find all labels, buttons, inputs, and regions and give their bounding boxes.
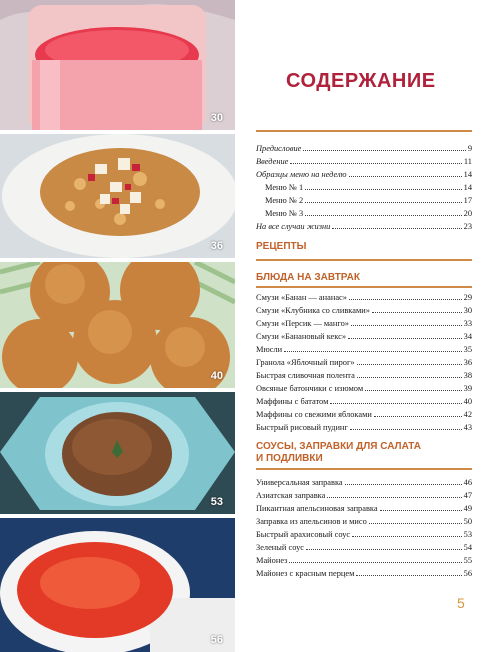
toc-entry-page: 43: [463, 423, 472, 432]
section-heading-continued: И ПОДЛИВКИ: [256, 453, 323, 464]
section-heading: СОУСЫ, ЗАПРАВКИ ДЛЯ САЛАТА: [256, 441, 421, 452]
toc-entry: [256, 155, 472, 167]
photo-page-number: 53: [210, 496, 223, 508]
toc-entry-label: Гранола «Яблочный пирог»: [256, 358, 355, 367]
toc-entry-page: 47: [463, 491, 472, 500]
page-title: СОДЕРЖАНИЕ: [286, 70, 436, 92]
toc-entry: [256, 291, 472, 303]
toc-entry-label: Быстрая сливочная полента: [256, 371, 355, 380]
toc-entry-page: 40: [463, 397, 472, 406]
toc-entry-page: 56: [463, 569, 472, 578]
toc-entry-page: 42: [463, 410, 472, 419]
toc-entry-page: 14: [463, 183, 472, 192]
toc-entry-page: 39: [463, 384, 472, 393]
toc-entry-label: Пикантная апельсиновая заправка: [256, 504, 378, 513]
photo-page-number: 40: [210, 370, 223, 382]
toc-entry-page: 17: [463, 196, 472, 205]
photo-page-number: 56: [210, 634, 223, 646]
toc-entry-page: 36: [463, 358, 472, 367]
toc-entry-label: На все случаи жизни: [256, 222, 331, 231]
table-of-contents: [256, 0, 472, 652]
toc-entry: [256, 502, 472, 514]
page-number: 5: [457, 595, 465, 611]
toc-entry-page: 46: [463, 478, 472, 487]
toc-entry: [256, 541, 472, 553]
divider: [256, 468, 472, 470]
toc-entry: [256, 356, 472, 368]
toc-entry: [256, 382, 472, 394]
toc-entry-page: 54: [463, 543, 472, 552]
toc-entry-label: Меню № 3: [265, 209, 304, 218]
toc-entry-label: Азиатская заправка: [256, 491, 326, 500]
toc-entry: [256, 567, 472, 579]
toc-entry-page: 33: [463, 319, 472, 328]
toc-entry-label: Предисловие: [256, 144, 302, 153]
toc-entry-label: Универсальная заправка: [256, 478, 343, 487]
toc-entry-label: Маффины с бататом: [256, 397, 329, 406]
toc-entry-page: 35: [463, 345, 472, 354]
toc-entry-page: 14: [463, 170, 472, 179]
toc-entry-label: Меню № 2: [265, 196, 304, 205]
toc-entry: [256, 168, 472, 180]
toc-entry: [256, 515, 472, 527]
toc-entry: [256, 304, 472, 316]
toc-entry-page: 9: [467, 144, 472, 153]
toc-entry-label: Заправка из апельсинов и мисо: [256, 517, 367, 526]
toc-entry: [256, 476, 472, 488]
toc-entry-page: 30: [463, 306, 472, 315]
toc-entry: [256, 489, 472, 501]
toc-entry-label: Маффины со свежими яблоками: [256, 410, 372, 419]
muffins-photo: [0, 262, 235, 388]
toc-entry-label: Быстрый рисовый пудинг: [256, 423, 348, 432]
toc-entry-label: Майонез с красным перцем: [256, 569, 355, 578]
toc-entry: [256, 408, 472, 420]
toc-entry-page: 34: [463, 332, 472, 341]
toc-entry-label: Майонез: [256, 556, 288, 565]
section-heading: РЕЦЕПТЫ: [256, 241, 307, 252]
toc-entry: [256, 528, 472, 540]
toc-entry-label: Смузи «Клубника со сливками»: [256, 306, 370, 315]
photo-page-number: 30: [210, 112, 223, 124]
toc-entry: [256, 220, 472, 232]
toc-entry-label: Меню № 1: [265, 183, 304, 192]
toc-entry-label: Зеленый соус: [256, 543, 304, 552]
toc-entry-label: Смузи «Персик — манго»: [256, 319, 349, 328]
granola-photo: [0, 134, 235, 258]
toc-entry-page: 49: [463, 504, 472, 513]
toc-entry-page: 11: [463, 157, 472, 166]
toc-entry-label: Смузи «Банановый кекс»: [256, 332, 347, 341]
section-heading: БЛЮДА НА ЗАВТРАК: [256, 272, 360, 283]
toc-entry-page: 53: [463, 530, 472, 539]
toc-entry-page: 20: [463, 209, 472, 218]
toc-entry: [256, 343, 472, 355]
sauce-dish-photo: [0, 392, 235, 514]
toc-entry: [256, 181, 472, 193]
toc-entry: [256, 554, 472, 566]
toc-entry-label: Введение: [256, 157, 289, 166]
toc-entry-label: Смузи «Банан — ананас»: [256, 293, 347, 302]
photo-page-number: 36: [210, 240, 223, 252]
red-sauce-spoon-photo: [0, 518, 235, 652]
toc-entry-page: 29: [463, 293, 472, 302]
toc-entry: [256, 421, 472, 433]
toc-entry-page: 50: [463, 517, 472, 526]
divider: [256, 130, 472, 132]
toc-entry: [256, 369, 472, 381]
smoothie-photo: [0, 0, 235, 130]
divider: [256, 286, 472, 288]
toc-entry: [256, 330, 472, 342]
toc-entry: [256, 142, 472, 154]
photo-column: [0, 0, 235, 652]
toc-entry-label: Мюсли: [256, 345, 283, 354]
toc-entry: [256, 194, 472, 206]
toc-entry-label: Овсяные батончики с изюмом: [256, 384, 364, 393]
toc-entry-label: Образцы меню на неделю: [256, 170, 347, 179]
divider: [256, 259, 472, 261]
toc-entry-page: 55: [463, 556, 472, 565]
toc-entry-page: 38: [463, 371, 472, 380]
toc-entry-label: Быстрый арахисовый соус: [256, 530, 351, 539]
toc-entry: [256, 395, 472, 407]
toc-entry-page: 23: [463, 222, 472, 231]
toc-entry: [256, 317, 472, 329]
toc-entry: [256, 207, 472, 219]
